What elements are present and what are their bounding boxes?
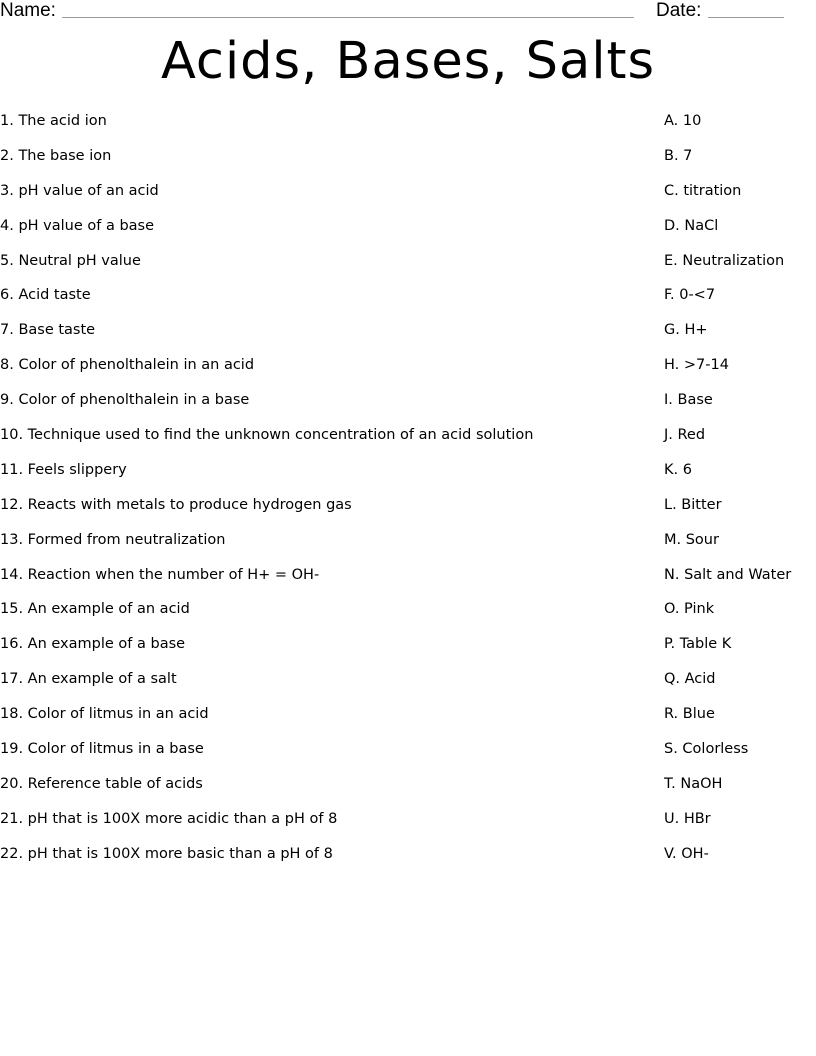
- clue-text: 17. An example of a salt: [0, 671, 177, 688]
- answer-option: O. Pink: [664, 601, 715, 618]
- answer-option: P. Table K: [664, 636, 732, 653]
- clue-text: 14. Reaction when the number of H+ = OH-: [0, 566, 320, 583]
- list-item: [0, 558, 816, 593]
- answer-option: A. 10: [664, 113, 702, 129]
- answer-option: K. 6: [664, 461, 692, 478]
- page-title: Acids, Bases, Salts: [160, 32, 656, 91]
- matching-list: [0, 104, 816, 872]
- list-item: [0, 278, 816, 313]
- list-item: [0, 139, 816, 174]
- answer-option: N. Salt and Water: [664, 566, 792, 583]
- list-item: [0, 313, 816, 348]
- name-field-line[interactable]: [62, 17, 634, 18]
- answer-option: B. 7: [664, 147, 693, 164]
- answer-option: L. Bitter: [664, 496, 722, 513]
- answer-option: E. Neutralization: [664, 252, 785, 269]
- clue-text: 2. The base ion: [0, 147, 112, 164]
- header-row: [0, 0, 816, 24]
- clue-text: 3. pH value of an acid: [0, 182, 159, 199]
- list-item: [0, 523, 816, 558]
- list-item: [0, 348, 816, 383]
- list-item: [0, 802, 816, 837]
- clue-text: 12. Reacts with metals to produce hydrogen gas: [0, 496, 352, 513]
- list-item: [0, 453, 816, 488]
- clue-text: 1. The acid ion: [0, 113, 107, 129]
- clue-text: 19. Color of litmus in a base: [0, 741, 204, 758]
- answer-option: I. Base: [664, 392, 713, 409]
- clue-text: 7. Base taste: [0, 322, 96, 339]
- list-item: [0, 627, 816, 662]
- list-item: [0, 662, 816, 697]
- clue-text: 16. An example of a base: [0, 636, 186, 653]
- clue-text: 15. An example of an acid: [0, 601, 190, 618]
- list-item: [0, 697, 816, 732]
- answer-option: Q. Acid: [664, 671, 716, 688]
- clue-text: 9. Color of phenolthalein in a base: [0, 392, 250, 409]
- clue-text: 5. Neutral pH value: [0, 252, 141, 269]
- date-label: Date:: [656, 0, 702, 21]
- clue-text: 22. pH that is 100X more basic than a pH of 8: [0, 845, 333, 862]
- clue-text: 18. Color of litmus in an acid: [0, 706, 209, 723]
- clue-text: 10. Technique used to find the unknown concentration of an acid solution: [0, 427, 534, 444]
- answer-option: M. Sour: [664, 531, 719, 548]
- list-item: [0, 837, 816, 872]
- clue-text: 8. Color of phenolthalein in an acid: [0, 357, 255, 374]
- clue-text: 6. Acid taste: [0, 287, 91, 304]
- list-item: [0, 767, 816, 802]
- list-item: [0, 732, 816, 767]
- answer-option: S. Colorless: [664, 741, 749, 758]
- list-item: [0, 104, 816, 139]
- list-item: [0, 488, 816, 523]
- answer-option: F. 0-<7: [664, 287, 716, 304]
- answer-option: H. >7-14: [664, 357, 729, 374]
- date-field-line[interactable]: [708, 17, 784, 18]
- list-item: [0, 209, 816, 244]
- answer-option: G. H+: [664, 322, 708, 339]
- answer-option: C. titration: [664, 182, 742, 199]
- clue-text: 4. pH value of a base: [0, 217, 155, 234]
- answer-option: U. HBr: [664, 810, 711, 827]
- answer-option: D. NaCl: [664, 217, 719, 234]
- answer-option: R. Blue: [664, 706, 715, 723]
- name-label: Name:: [0, 0, 56, 21]
- clue-text: 13. Formed from neutralization: [0, 531, 226, 548]
- answer-option: J. Red: [664, 427, 706, 444]
- clue-text: 11. Feels slippery: [0, 461, 127, 478]
- list-item: [0, 244, 816, 279]
- answer-option: T. NaOH: [664, 775, 723, 792]
- answer-option: V. OH-: [664, 845, 709, 862]
- clue-text: 20. Reference table of acids: [0, 775, 203, 792]
- list-item: [0, 174, 816, 209]
- list-item: [0, 418, 816, 453]
- list-item: [0, 383, 816, 418]
- list-item: [0, 592, 816, 627]
- clue-text: 21. pH that is 100X more acidic than a pH of 8: [0, 810, 338, 827]
